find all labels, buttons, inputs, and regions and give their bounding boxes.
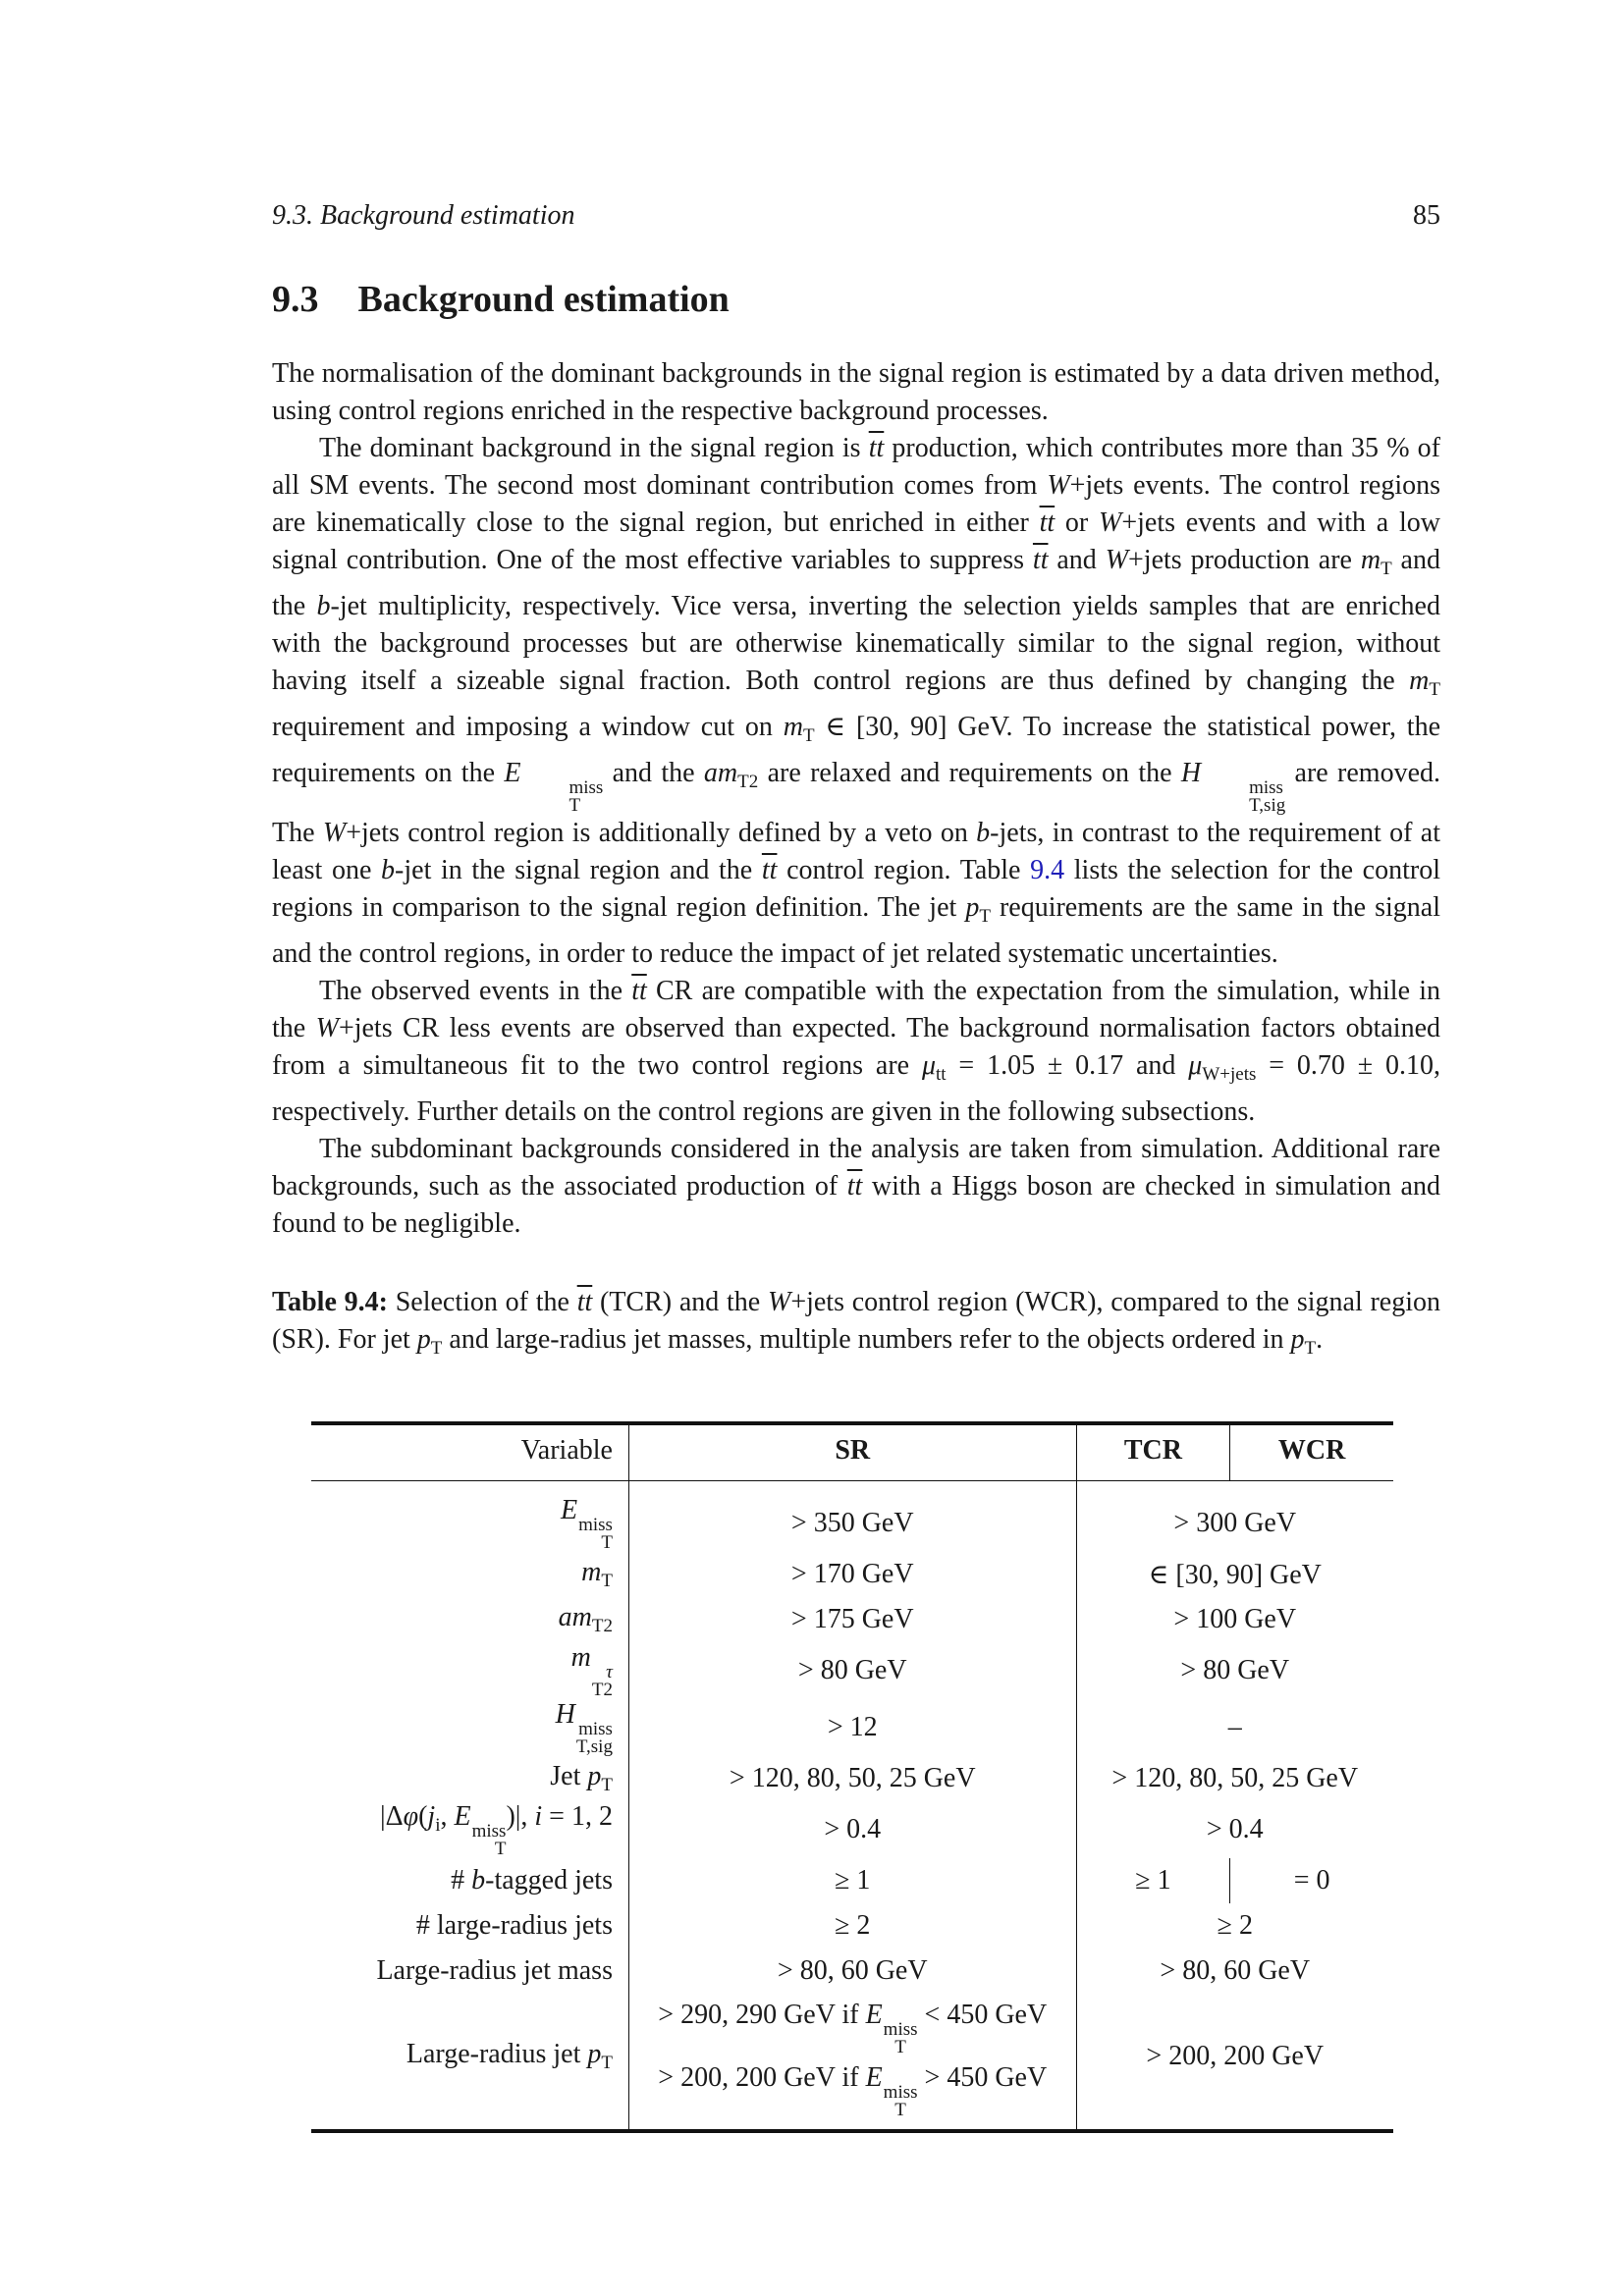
table-row: # large-radius jets ≥ 2 ≥ 2 (311, 1903, 1393, 1949)
page-number: 85 (1413, 200, 1440, 231)
table-reference-link[interactable]: 9.4 (1030, 855, 1065, 885)
table-row: m τ T2 > 80 GeV > 80 GeV (311, 1642, 1393, 1699)
paragraph-1: The normalisation of the dominant backgrounds in the signal region is estimated by a data driven method, using control regions enriched in the respective background processes. (272, 358, 1440, 426)
table-row: $m_T$ > 170 GeV ∈ [30, 90] GeV (311, 1552, 1393, 1597)
selection-table (311, 1421, 1393, 2133)
running-head (272, 200, 1440, 232)
body-text (272, 355, 1440, 1243)
section-number: 9.3 (272, 279, 319, 320)
caption-label: Table 9.4: (272, 1287, 388, 1317)
table-row: Large-radius jet mass > 80, 60 GeV > 80, 60 GeV (311, 1949, 1393, 1994)
table-row: E miss T > 350 GeV > 300 GeV (311, 1481, 1393, 1553)
paragraph-2: The dominant background in the signal region is $\overline{tt}$ production, which contributes more than 35 % of all SM events. The second most dominant contribution comes from W+jets events. The control regions are kinematically close to the signal region, but enriched in either $\overline{tt}$ or W+jets events and with a low signal contribution. One of the most effective variables to suppress $\overline{tt}$ and W+jets production are $m_T$ and the b-jet multiplicity, respectively. Vice versa, inverting the selection yields samples that are enriched with the background processes but are otherwise kinematically similar to the signal region, without having itself a sizeable signal fraction. Both control regions are thus defined by changing the $m_T$ requirement and imposing a window cut on $m_T$ ∈ [30, 90] GeV. To increase the statistical power, the requirements on the E miss T and the $am_{T2}$ are relaxed and requirements on the H miss T,sig are removed. The W+jets control region is additionally defined by a veto on b-jets, in contrast to the requirement of at least one b-jet in the signal region and the $\overline{tt}$ control region. Table 9.4 lists the selection for the control regions in comparison to the signal region definition. The jet $p_T$ requirements are the same in the signal and the control regions, in order to reduce the impact of jet related systematic uncertainties. (272, 433, 1441, 969)
table-row: # b-tagged jets ≥ 1 ≥ 1 = 0 (311, 1858, 1393, 1903)
section-heading (272, 278, 730, 321)
header-tcr: TCR (1076, 1423, 1230, 1481)
section-title: Background estimation (357, 279, 730, 320)
table-row: Large-radius jet $p_T$ > 290, 290 GeV if E miss T < 450 GeV > 200, 200 GeV if E miss T > 450 GeV > 200, 200 GeV (311, 1994, 1393, 2131)
table-row: $|\Delta\varphi(j_i$, E miss T )|, i = 1, 2 > 0.4 > 0.4 (311, 1801, 1393, 1858)
header-wcr: WCR (1277, 1435, 1346, 1466)
paragraph-4: The subdominant backgrounds considered in the analysis are taken from simulation. Additional rare backgrounds, such as the associated production of $\overline{tt}$ with a Higgs boson are checked in simulation and found to be negligible. (272, 1134, 1440, 1239)
table-caption: Table 9.4: Selection of the $\overline{tt}$ (TCR) and the W+jets control region (WCR), compared to the signal region (SR). For jet $p_T$ and large-radius jet masses, multiple numbers refer to the objects ordered in $p_T$. (272, 1287, 1441, 1359)
table-row: $am_{T2}$ > 175 GeV > 100 GeV (311, 1597, 1393, 1642)
header-sr: SR (628, 1423, 1076, 1481)
header-variable: Variable (311, 1423, 628, 1481)
paragraph-3: The observed events in the $\overline{tt}$ CR are compatible with the expectation from the simulation, while in the W+jets CR less events are observed than expected. The background normalisation factors obtained from a simultaneous fit to the two control regions are $\mu_{tt} = 1.05 \pm 0.17$ and $\mu_{W+jets} = 0.70 \pm 0.10$, respectively. Further details on the control regions are given in the following subsections. (272, 976, 1440, 1127)
table-row: Jet $p_T$ > 120, 80, 50, 25 GeV > 120, 80, 50, 25 GeV (311, 1756, 1393, 1801)
table-row: H miss T,sig > 12 – (311, 1699, 1393, 1756)
running-head-title: 9.3. Background estimation (272, 200, 575, 231)
